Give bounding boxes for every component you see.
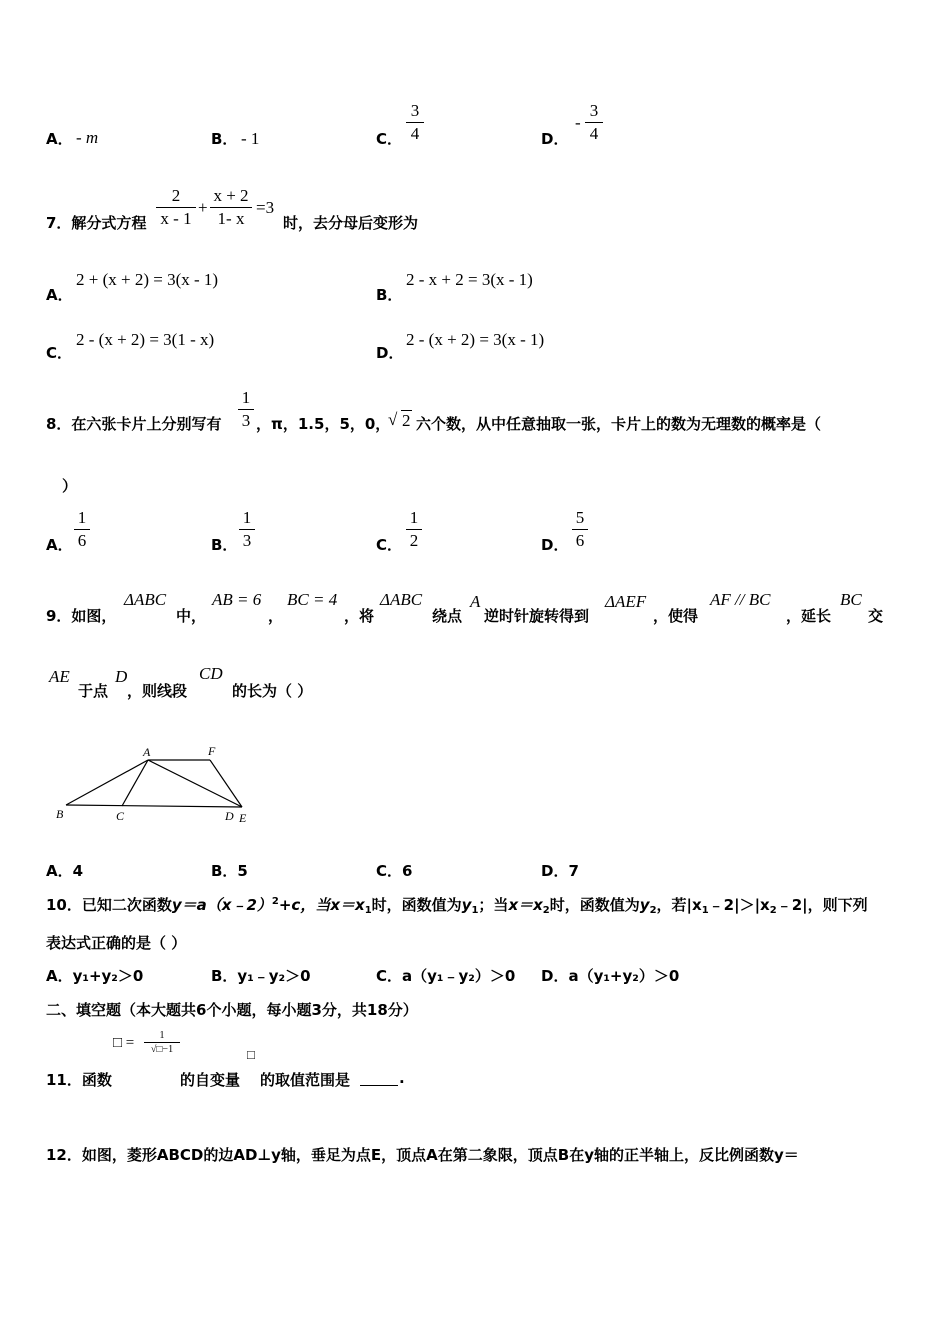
q10-y2: y <box>639 896 650 914</box>
q8-prefix: 8．在六张卡片上分别写有 <box>46 415 222 433</box>
q7-fraction-2: x + 2 1- x <box>210 186 252 229</box>
q7-option-b-expr: 2 - x + 2 = 3(x - 1) <box>406 270 533 289</box>
q10-y1: y <box>461 896 472 914</box>
label-c: C <box>116 809 125 823</box>
q7-equals: =3 <box>256 198 275 217</box>
q8-middle: ，π，1.5，5，0， <box>256 415 391 433</box>
q10-subscript-2: 2 <box>542 905 550 916</box>
q9-option-d: D．7 <box>541 862 579 880</box>
q6-option-b-label: B． <box>211 130 238 148</box>
label-f: F <box>208 744 216 758</box>
segment-ae <box>148 760 242 807</box>
q10-intro: 10．已知二次函数 <box>46 896 172 914</box>
q7-option-d-expr: 2 - (x + 2) = 3(x - 1) <box>406 330 545 349</box>
q10-text-6: ﹣2|，则下列 <box>776 896 868 914</box>
q9-math-a: A <box>470 592 481 611</box>
q8-fraction: 1 3 <box>238 388 254 431</box>
q9-math-ab: AB = 6 <box>212 590 262 609</box>
q9-math-cd: CD <box>199 664 223 683</box>
section-2-heading: 二、填空题（本大题共6个小题，每小题3分，共18分） <box>46 1001 418 1019</box>
q6-option-c-label: C． <box>376 130 403 148</box>
q7-fraction-1: 2 x - 1 <box>156 186 196 229</box>
q10-text-5: ﹣2|＞|x <box>708 896 770 914</box>
q10-text-4: ，若|x <box>656 896 702 914</box>
q8-option-b-label: B． <box>211 536 238 554</box>
q9-text-11: ，则线段 <box>127 682 188 700</box>
q9-text-2: 中， <box>176 607 207 625</box>
label-e: E <box>239 811 247 825</box>
q9-math-bc: BC = 4 <box>287 590 338 609</box>
q10-line-2: 表达式正确的是（ ） <box>46 934 187 952</box>
q12-text: 12．如图，菱形ABCD的边AD⊥y轴，垂足为点E，顶点A在第二象限，顶点B在y轴的正半轴上，反比例函数y＝ <box>46 1146 799 1164</box>
q10-function: y＝a（x﹣2） <box>171 896 272 914</box>
q9-text-4: ，将 <box>344 607 375 625</box>
q10-option-c: C．a（y₁﹣y₂）＞0 <box>376 967 516 985</box>
q9-math-triangle-aef: ΔAEF <box>605 592 647 611</box>
q6-option-b-value: - 1 <box>241 129 260 148</box>
segment-fe <box>210 760 242 807</box>
q10-text-2: ；当 <box>478 896 509 914</box>
label-b: B <box>56 807 64 821</box>
q10-x-eq-x2: x＝x <box>508 896 543 914</box>
q7-plus: + <box>198 198 208 217</box>
q9-text-7: ，使得 <box>653 607 699 625</box>
q11-text-2: 的自变量 <box>180 1071 241 1089</box>
q8-suffix: 六个数，从中任意抽取一张，卡片上的数为无理数的概率是（ <box>416 415 822 433</box>
q9-text-1: 9．如图， <box>46 607 117 625</box>
q7-option-a-expr: 2 + (x + 2) = 3(x - 1) <box>76 270 219 289</box>
q10-subscript-1: 1 <box>364 905 372 916</box>
q10-text-3: 时，函数值为 <box>549 896 640 914</box>
q10-text-1: 时，函数值为 <box>371 896 462 914</box>
q7-option-b-label: B． <box>376 286 403 304</box>
q9-text-12: 的长为（ ） <box>232 682 313 700</box>
q9-math-ae: AE <box>49 667 70 686</box>
q9-text-10: 于点 <box>78 682 109 700</box>
q8-option-d-fraction: 5 6 <box>572 508 588 551</box>
q11-answer-blank[interactable] <box>360 1069 398 1086</box>
label-a: A <box>143 745 151 759</box>
q10-option-d: D．a（y₁+y₂）＞0 <box>541 967 680 985</box>
q10-line-1 <box>46 894 868 916</box>
q9-option-c: C．6 <box>376 862 413 880</box>
q8-option-a-fraction: 1 6 <box>74 508 90 551</box>
q9-text-8: ，延长 <box>786 607 832 625</box>
q7-option-c-expr: 2 - (x + 2) = 3(1 - x) <box>76 330 215 349</box>
q11-formula-lhs: □ = <box>113 1035 135 1051</box>
q8-close-paren: ） <box>62 477 78 495</box>
q11-text-3: 的取值范围是 <box>260 1071 351 1089</box>
label-d: D <box>225 809 234 823</box>
q11-variable-box: □ <box>247 1047 255 1062</box>
q11-period: . <box>399 1069 405 1087</box>
q9-text-6: 逆时针旋转得到 <box>484 607 590 625</box>
q9-math-triangle-abc: ΔABC <box>124 590 167 609</box>
q6-option-a-value: - m <box>76 128 99 147</box>
q10-abs-subscript-2: 2 <box>769 905 777 916</box>
q10-y1-subscript: 1 <box>471 905 479 916</box>
q8-sqrt-sign: √ <box>388 410 398 429</box>
q9-math-af-parallel-bc: AF // BC <box>710 590 771 609</box>
q10-option-a: A．y₁+y₂＞0 <box>46 967 144 985</box>
q7-option-a-label: A． <box>46 286 73 304</box>
q9-geometry-figure <box>50 740 270 830</box>
q10-x-eq-x1: x＝x <box>330 896 365 914</box>
q6-option-c-fraction: 3 4 <box>406 101 424 144</box>
q8-option-b-fraction: 1 3 <box>239 508 255 551</box>
q6-option-d-fraction: 3 4 <box>585 101 603 144</box>
q8-sqrt-radicand: 2 <box>402 411 411 430</box>
q6-option-d-sign: - <box>575 113 581 132</box>
q9-math-triangle-abc-2: ΔABC <box>380 590 423 609</box>
q7-prefix: 7．解分式方程 <box>46 214 147 232</box>
q6-option-d-label: D． <box>541 130 569 148</box>
q10-function-tail: +c，当 <box>278 896 331 914</box>
q11-text-1: 11．函数 <box>46 1071 112 1089</box>
segment-be <box>66 805 242 807</box>
q9-option-a: A．4 <box>46 862 84 880</box>
q10-option-b: B．y₁﹣y₂＞0 <box>211 967 311 985</box>
q9-text-5: 绕点 <box>432 607 463 625</box>
q7-option-d-label: D． <box>376 344 404 362</box>
q9-text-9: 交 <box>868 607 884 625</box>
q6-option-a-label: A． <box>46 130 73 148</box>
q9-option-b: B．5 <box>211 862 248 880</box>
q8-option-c-label: C． <box>376 536 403 554</box>
q7-option-c-label: C． <box>46 344 73 362</box>
q10-exponent: 2 <box>271 896 279 907</box>
q9-math-bc-2: BC <box>840 590 862 609</box>
q11-formula-fraction: 1 √□−1 <box>144 1030 180 1055</box>
q10-abs-subscript-1: 1 <box>701 905 709 916</box>
q7-suffix: 时，去分母后变形为 <box>283 214 419 232</box>
q8-option-c-fraction: 1 2 <box>406 508 422 551</box>
q9-text-3: ， <box>268 607 284 625</box>
q8-option-d-label: D． <box>541 536 569 554</box>
q10-y2-subscript: 2 <box>649 905 657 916</box>
q9-math-d: D <box>115 667 128 686</box>
q8-option-a-label: A． <box>46 536 73 554</box>
